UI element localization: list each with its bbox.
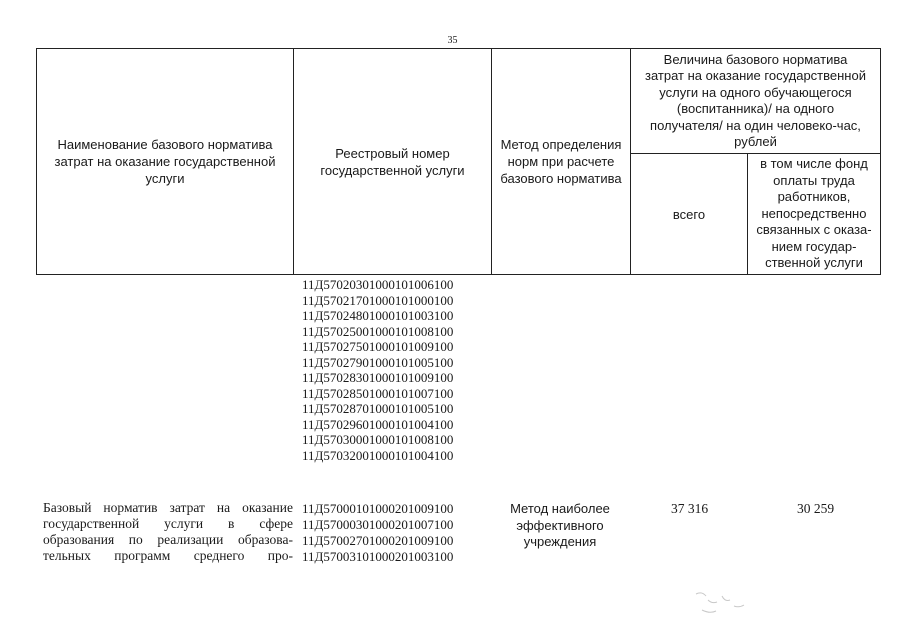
registry-code: 11Д57021701000101000100 [302, 292, 454, 308]
registry-code: 11Д57000101000201009100 [302, 501, 454, 516]
registry-code: 11Д57000301000201007100 [302, 517, 454, 532]
row-name-line: государственной услуги в сфере [43, 516, 293, 531]
row-code-list [302, 501, 490, 565]
registry-code: 11Д57028301000101009100 [302, 370, 454, 385]
registry-code: 11Д57025001000101008100 [302, 323, 454, 339]
row-name-line: Базовый норматив затрат на оказание [43, 500, 293, 515]
row-method-line: учреждения [523, 534, 597, 549]
registry-code: 11Д57028701000101005100 [302, 401, 454, 416]
registry-code: 11Д57030001000101008100 [302, 432, 454, 447]
registry-code: 11Д57029601000101004100 [302, 416, 454, 432]
table-header-bottom-border [36, 274, 881, 275]
header-name-cell [37, 49, 293, 274]
row-method-line: Метод наиболее [510, 501, 610, 516]
header-value-line: (воспитанника)/ на одного [676, 101, 835, 116]
registry-code: 11Д57020301000101006100 [302, 277, 454, 292]
row-total-value: 37 316 [671, 501, 709, 516]
header-value-text [645, 52, 866, 151]
header-fund-line: работников, [777, 189, 851, 205]
header-fund-line: в том числе фонд [760, 156, 868, 172]
registry-code: 11Д57028501000101007100 [302, 385, 454, 401]
header-fund-line: связанных с оказа- [756, 222, 872, 238]
row-method-line: эффективного [516, 517, 604, 533]
row-method [500, 501, 620, 551]
registry-code: 11Д57027501000101009100 [302, 339, 454, 354]
header-value-cell [631, 49, 880, 153]
registry-code: 11Д57024801000101003100 [302, 308, 454, 323]
registry-code: 11Д57003101000201003100 [302, 549, 454, 564]
header-fund-cell [748, 154, 880, 274]
continued-code-list [302, 277, 490, 463]
registry-code: 11Д57032001000101004100 [302, 447, 454, 463]
header-total-text: всего [672, 206, 706, 222]
header-fund-line: непосредственно [761, 205, 867, 221]
row-service-name [43, 500, 293, 564]
registry-code: 11Д57002701000201009100 [302, 533, 454, 548]
page-number: 35 [447, 35, 458, 46]
header-fund-text [756, 156, 871, 272]
scan-smudge-mark [688, 588, 758, 620]
row-fund-value: 30 259 [797, 501, 835, 516]
header-value-line: получателя/ на один человеко-час, [650, 117, 861, 133]
header-method-cell [492, 49, 630, 274]
header-value-line: Величина базового норматива [663, 51, 848, 67]
header-value-line: услуги на одного обучающегося [659, 84, 852, 100]
header-value-line: рублей [734, 134, 777, 149]
row-name-line: тельных программ среднего про- [43, 548, 293, 563]
header-value-line: затрат на оказание государственной [645, 68, 866, 83]
header-method-text: Метод определения норм при расчете базового норматива [500, 137, 622, 186]
header-total-cell [631, 154, 747, 274]
header-registry-text: Реестровый номер государственной услуги [320, 145, 465, 178]
header-fund-line: ственной услуги [765, 255, 863, 271]
header-fund-line: нием государ- [771, 238, 857, 254]
header-name-text: Наименование базового норматива затрат на оказание государственной услуги [54, 137, 276, 186]
row-name-line: образования по реализации образова- [43, 532, 293, 547]
table-right-border [880, 48, 881, 275]
header-registry-cell [294, 49, 491, 274]
header-fund-line: оплаты труда [773, 172, 855, 188]
registry-code: 11Д57027901000101005100 [302, 354, 454, 370]
